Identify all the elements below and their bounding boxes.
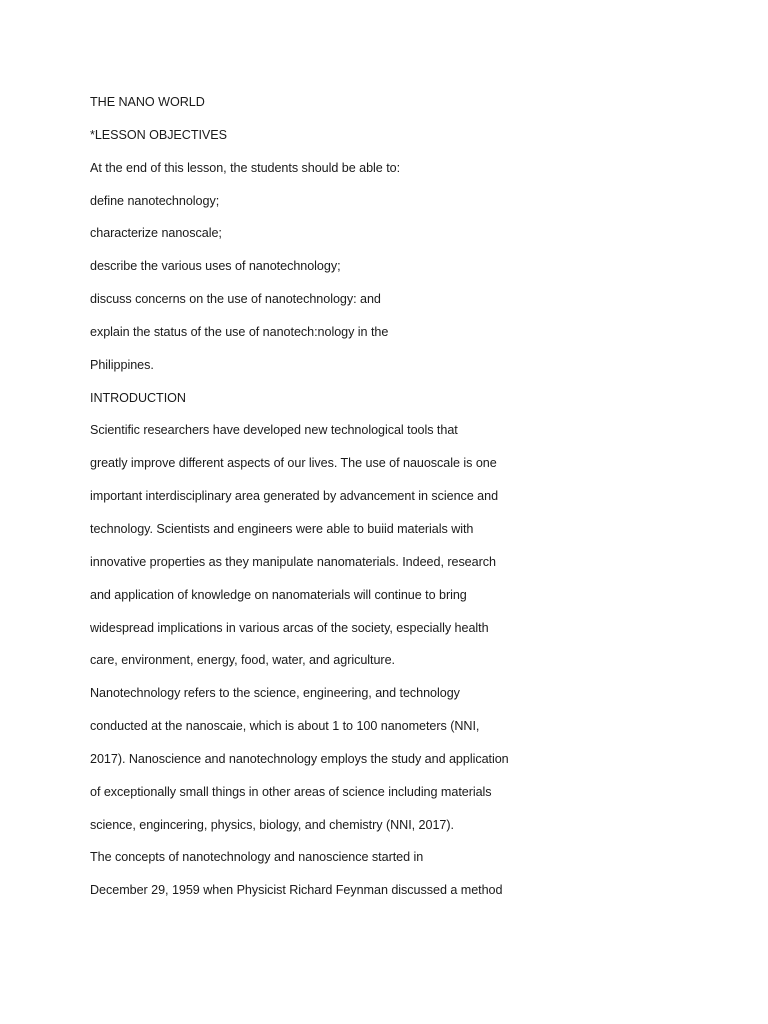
document-body [90,94,710,915]
objective-item: characterize nanoscale; [90,226,222,241]
text-line: At the end of this lesson, the students should be able to: [90,160,401,175]
text-line: and application of knowledge on nanomaterials will continue to bring [90,587,467,602]
objective-item: discuss concerns on the use of nanotechnology: and [90,292,381,307]
text-line: 2017). Nanoscience and nanotechnology employs the study and application [90,751,509,766]
text-line: greatly improve different aspects of our lives. The use of nauoscale is one [90,456,497,471]
text-line: innovative properties as they manipulate nanomaterials. Indeed, research [90,554,496,569]
objective-item: explain the status of the use of nanotech:nology in the [90,324,389,339]
text-line: The concepts of nanotechnology and nanoscience started in [90,850,424,865]
text-line: December 29, 1959 when Physicist Richard Feynman discussed a method [90,883,503,898]
text-line: Scientific researchers have developed new technological tools that [90,423,458,438]
objective-item: describe the various uses of nanotechnology; [90,259,341,274]
text-line: important interdisciplinary area generated by advancement in science and [90,489,499,504]
section-heading-introduction: INTRODUCTION [90,390,186,405]
text-line: technology. Scientists and engineers were able to buiid materials with [90,521,474,536]
text-line: of exceptionally small things in other areas of science including materials [90,784,492,799]
text-line: Nanotechnology refers to the science, engineering, and technology [90,686,460,701]
document-title: THE NANO WORLD [90,95,205,109]
text-line: Philippines. [90,357,154,372]
text-line: widespread implications in various arcas of the society, especially health [90,620,489,635]
section-heading-lesson-objectives: *LESSON OBJECTIVES [90,127,227,142]
objective-item: define nanotechnology; [90,193,220,208]
text-line: conducted at the nanoscaie, which is about 1 to 100 nanometers (NNI, [90,719,480,734]
text-line: care, environment, energy, food, water, and agriculture. [90,653,395,668]
text-line: science, engincering, physics, biology, and chemistry (NNI, 2017). [90,817,454,832]
